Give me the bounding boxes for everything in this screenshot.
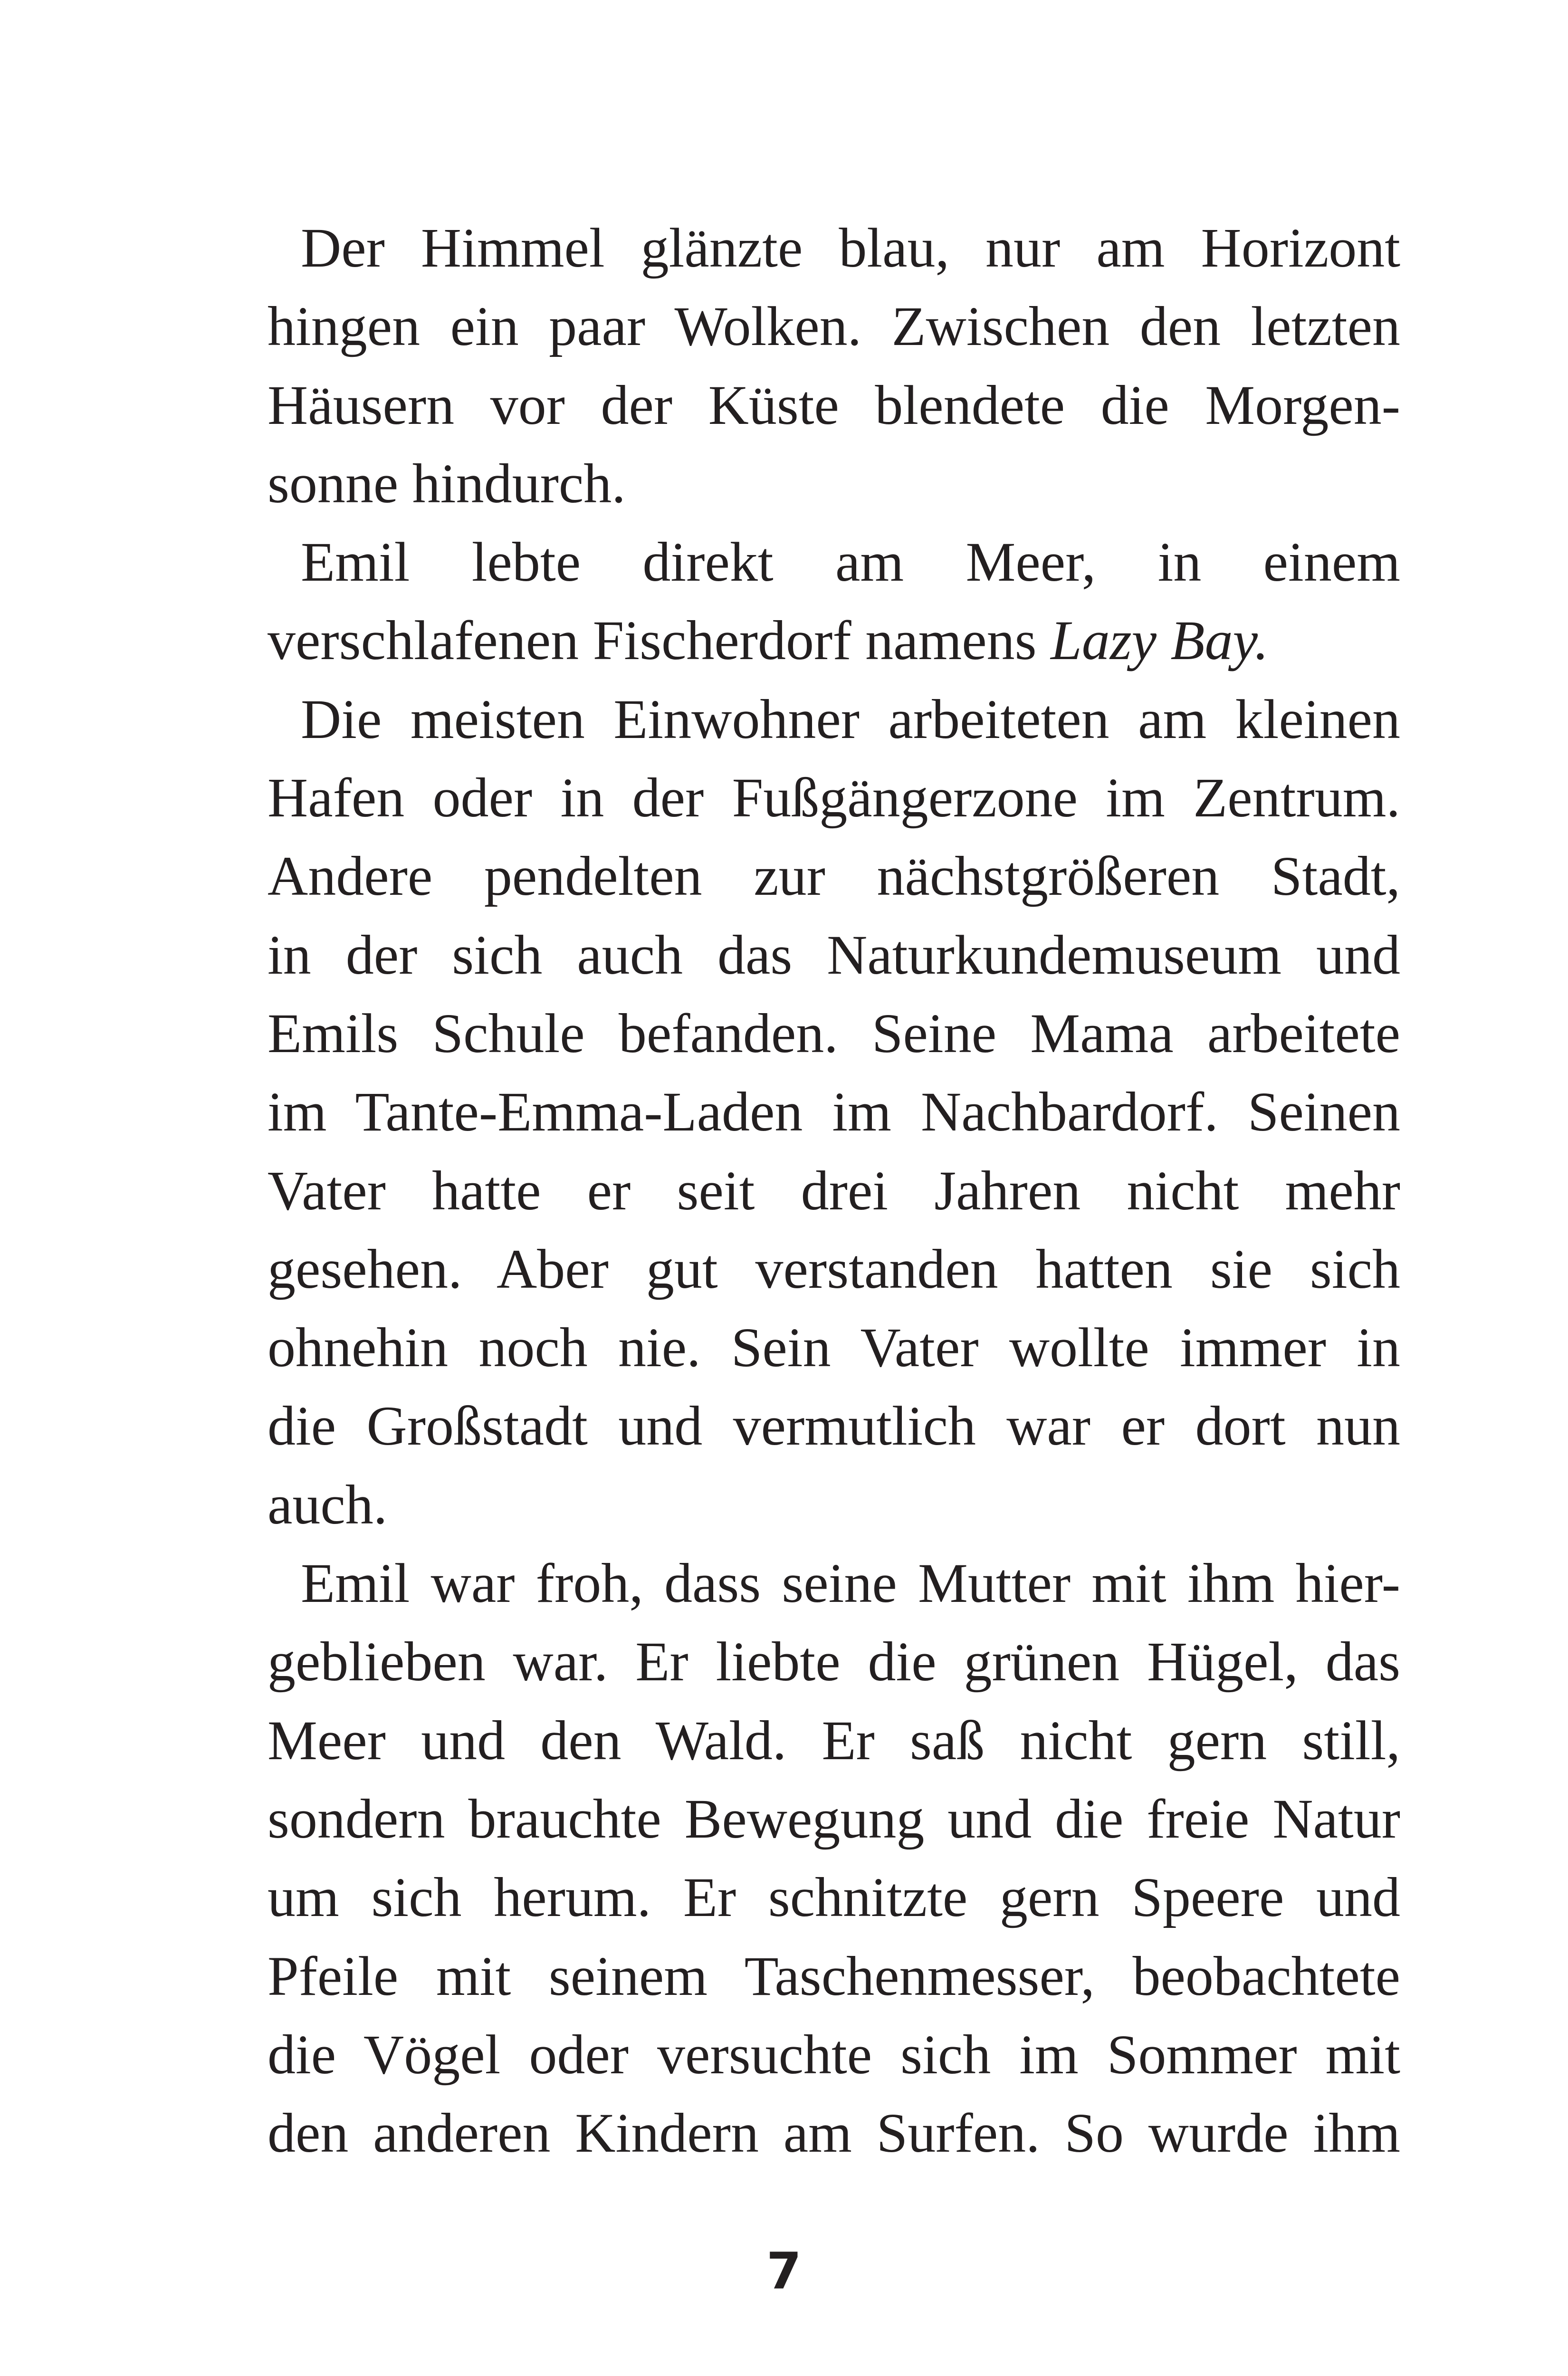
text-line: den anderen Kindern am Surfen. So wurde ihm xyxy=(268,2102,1400,2165)
page-number: 7 xyxy=(766,2242,802,2300)
text-line: im Tante-Emma-Laden im Nachbardorf. Seinen xyxy=(268,1081,1400,1143)
text-line: Der Himmel glänzte blau, nur am Horizont xyxy=(301,217,1400,279)
text-line: die Großstadt und vermutlich war er dort nun xyxy=(268,1395,1400,1457)
text-line: Emil lebte direkt am Meer, in einem xyxy=(301,531,1400,594)
text-line: Hafen oder in der Fußgängerzone im Zentrum. xyxy=(268,766,1400,829)
village-name: Lazy Bay. xyxy=(1051,609,1269,672)
text-line: hingen ein paar Wolken. Zwischen den letzten xyxy=(268,295,1400,358)
text-line: Die meisten Einwohner arbeiteten am kleinen xyxy=(301,688,1400,750)
text-line xyxy=(268,601,1400,680)
text-line: sondern brauchte Bewegung und die freie Natur xyxy=(268,1787,1400,1850)
text-line-prefix: verschlafenen Fischerdorf namens xyxy=(268,609,1051,672)
text-line: Meer und den Wald. Er saß nicht gern still, xyxy=(268,1709,1400,1772)
text-line: um sich herum. Er schnitzte gern Speere und xyxy=(268,1866,1400,1929)
text-line: sonne hindurch. xyxy=(268,452,626,515)
text-line: Häusern vor der Küste blendete die Morgen- xyxy=(268,374,1400,436)
body-text xyxy=(268,209,1400,2172)
text-line: geblieben war. Er liebte die grünen Hügel, das xyxy=(268,1630,1400,1693)
text-line: Emils Schule befanden. Seine Mama arbeitete xyxy=(268,1002,1400,1064)
text-line: Andere pendelten zur nächstgrößeren Stadt, xyxy=(268,845,1400,908)
text-line: Pfeile mit seinem Taschenmesser, beobachtete xyxy=(268,1945,1400,2007)
text-line: ohnehin noch nie. Sein Vater wollte immer in xyxy=(268,1316,1400,1379)
text-line: gesehen. Aber gut verstanden hatten sie sich xyxy=(268,1237,1400,1300)
text-line: Vater hatte er seit drei Jahren nicht mehr xyxy=(268,1159,1400,1222)
text-line: auch. xyxy=(268,1473,388,1536)
text-line: in der sich auch das Naturkundemuseum und xyxy=(268,923,1400,986)
text-line: die Vögel oder versuchte sich im Sommer mit xyxy=(268,2023,1400,2086)
text-line: Emil war froh, dass seine Mutter mit ihm hier- xyxy=(301,1552,1400,1615)
